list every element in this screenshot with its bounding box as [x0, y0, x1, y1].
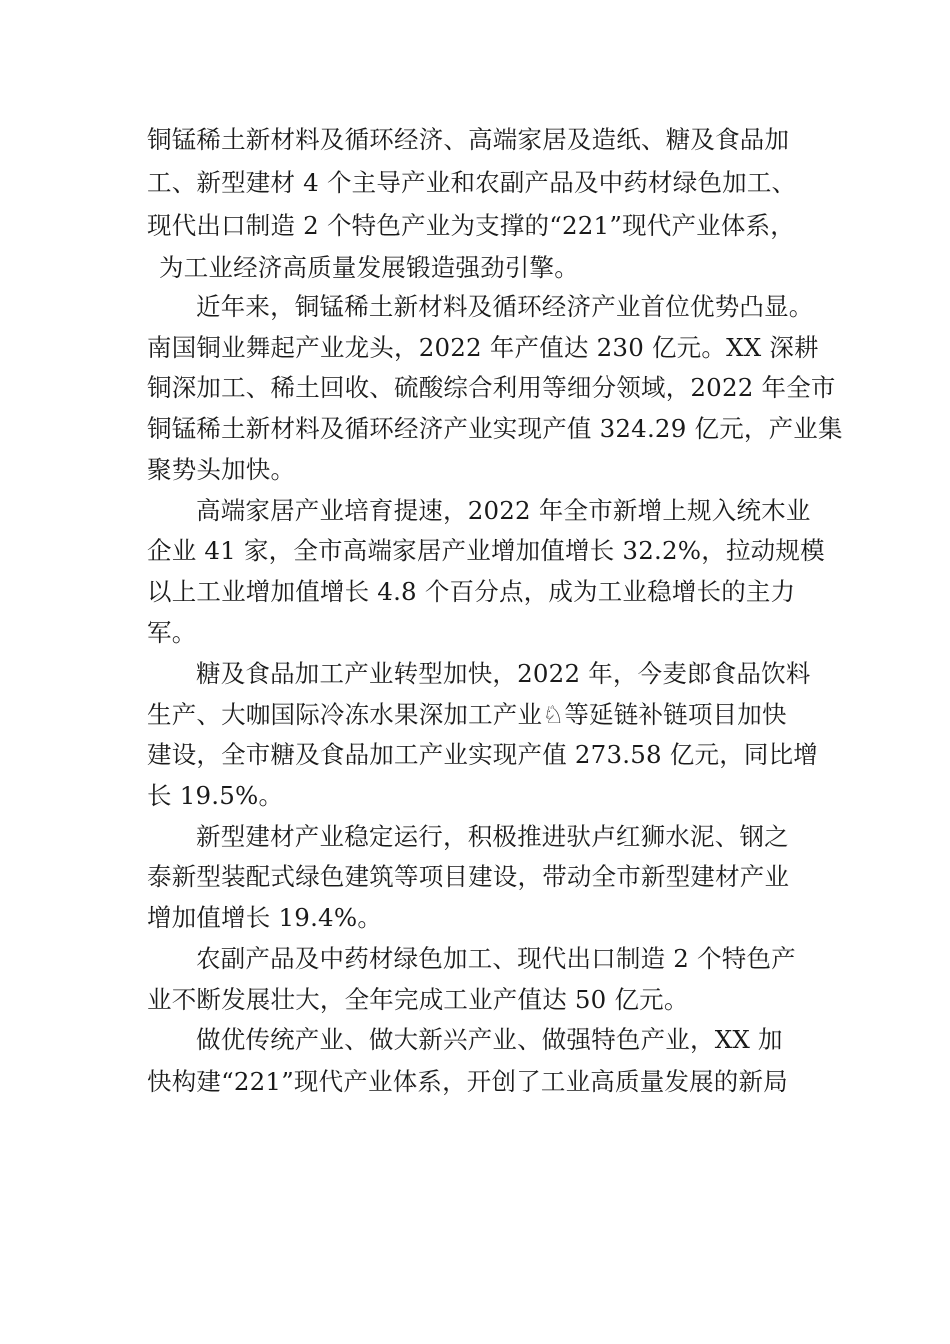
body-line: 现代出口制造 2 个特色产业为支撑的“221”现代产业体系， [147, 211, 795, 240]
body-line: 长 19.5%。 [147, 781, 284, 810]
paragraph-first-line: 新型建材产业稳定运行，积极推进驮卢红狮水泥、钢之 [196, 822, 789, 851]
paragraph-first-line: 糖及食品加工产业转型加快，2022 年，今麦郎食品饮料 [196, 659, 811, 688]
body-line: 为工业经济高质量发展锻造强劲引擎。 [159, 253, 579, 282]
body-line: 铜锰稀土新材料及循环经济产业实现产值 324.29 亿元，产业集 [147, 414, 843, 443]
body-line: 以上工业增加值增长 4.8 个百分点，成为工业稳增长的主力 [147, 577, 796, 606]
body-line: 快构建“221”现代产业体系，开创了工业高质量发展的新局 [147, 1067, 788, 1096]
paragraph-first-line: 近年来，铜锰稀土新材料及循环经济产业首位优势凸显。 [196, 292, 814, 321]
body-line: 企业 41 家，全市高端家居产业增加值增长 32.2%，拉动规模 [147, 536, 825, 565]
paragraph-first-line: 高端家居产业培育提速，2022 年全市新增上规入统木业 [196, 496, 811, 525]
body-line: 建设，全市糖及食品加工产业实现产值 273.58 亿元，同比增 [147, 740, 818, 769]
body-line: 南国铜业舞起产业龙头，2022 年产值达 230 亿元。XX 深耕 [147, 333, 819, 362]
body-line: 铜深加工、稀土回收、硫酸综合利用等细分领域，2022 年全市 [147, 373, 836, 402]
body-line: 泰新型装配式绿色建筑等项目建设，带动全市新型建材产业 [147, 862, 790, 891]
body-line: 军。 [147, 618, 197, 647]
body-line: 铜锰稀土新材料及循环经济、高端家居及造纸、糖及食品加 [147, 125, 790, 154]
paragraph-first-line: 做优传统产业、做大新兴产业、做强特色产业，XX 加 [196, 1025, 783, 1054]
body-line: 增加值增长 19.4%。 [147, 903, 383, 932]
body-line: 生产、大咖国际冷冻水果深加工产业♘等延链补链项目加快 [147, 700, 787, 729]
paragraph-first-line: 农副产品及中药材绿色加工、现代出口制造 2 个特色产 [196, 944, 796, 973]
body-line: 工、新型建材 4 个主导产业和农副产品及中药材绿色加工、 [147, 168, 797, 197]
body-line: 业不断发展壮大，全年完成工业产值达 50 亿元。 [147, 985, 689, 1014]
body-line: 聚势头加快。 [147, 455, 296, 484]
